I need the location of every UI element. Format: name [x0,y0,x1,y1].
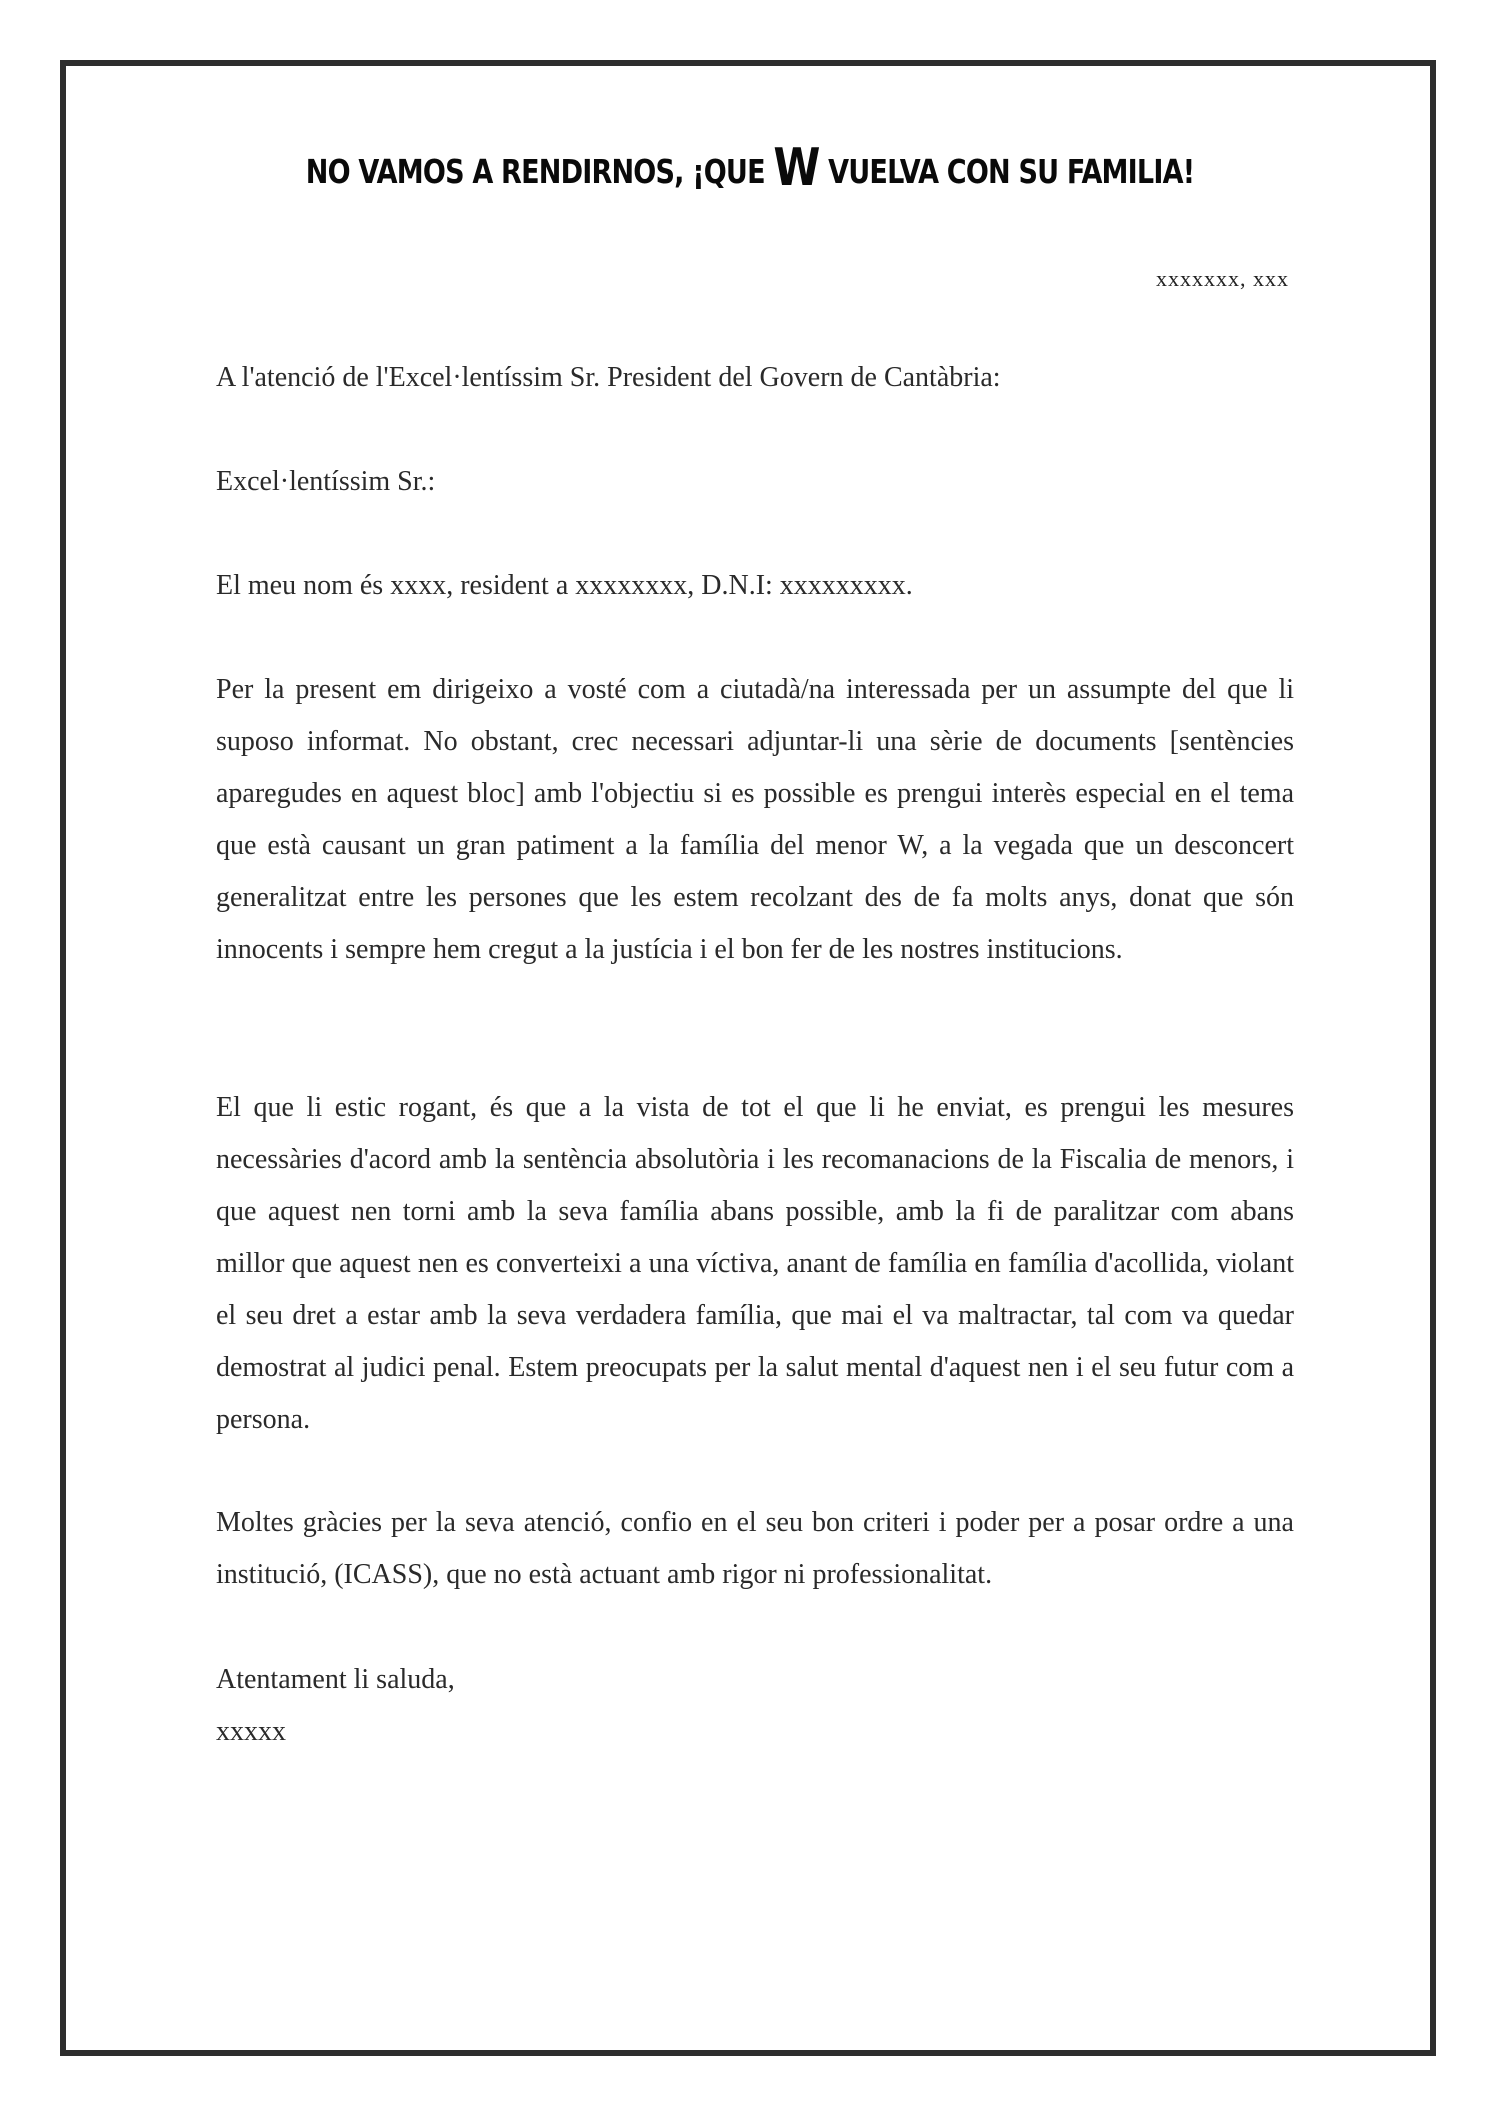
body-paragraph-2: El que li estic rogant, és que a la vista de tot el que li he enviat, es prengui les mesures necessàries d'acord amb la sentència absolutòria i les recomanacions de la Fiscalia de menors, i que aquest nen torni amb la seva família abans possible, amb la fi de paralitzar com abans millor que aquest nen es converteixi a una víctiva, anant de família en família d'acollida, violant el seu dret a estar amb la seva verdadera família, que mai el va maltractar, tal com va quedar demostrat al judici penal. Estem preocupats per la salut mental d'aquest nen i el seu futur com a persona. [216,1092,1294,1435]
place-date: xxxxxxx, xxx [1156,266,1289,291]
addressee-line: A l'atenció de l'Excel·lentíssim Sr. President del Govern de Cantàbria: [216,362,1001,393]
heading-part-2: VUELVA CON SU FAMILIA! [819,152,1195,191]
signature: xxxxx [216,1716,286,1747]
body-paragraph-3: Moltes gràcies per la seva atenció, confio en el seu bon criteri i poder per a posar ordre a una institució, (ICASS), que no està actuant amb rigor ni professionalitat. [216,1507,1294,1590]
heading-initial: W [773,138,820,198]
intro-line: El meu nom és xxxx, resident a xxxxxxxx, D.N.I: xxxxxxxxx. [216,570,913,601]
heading-part-1: NO VAMOS A RENDIRNOS, ¡QUE [305,152,774,191]
letter-heading [135,138,1365,198]
closing-line: Atentament li saluda, [216,1664,455,1695]
body-paragraph-1: Per la present em dirigeixo a vosté com a ciutadà/na interessada per un assumpte del que li suposo informat. No obstant, crec necessari adjuntar-li una sèrie de documents [sentències aparegudes en aquest bloc] amb l'objectiu si es possible es prengui interès especial en el tema que està causant un gran patiment a la família del menor W, a la vegada que un desconcert generalitzat entre les persones que les estem recolzant des de fa molts anys, donat que són innocents i sempre hem cregut a la justícia i el bon fer de les nostres institucions. [216,674,1294,965]
salutation: Excel·lentíssim Sr.: [216,466,436,497]
